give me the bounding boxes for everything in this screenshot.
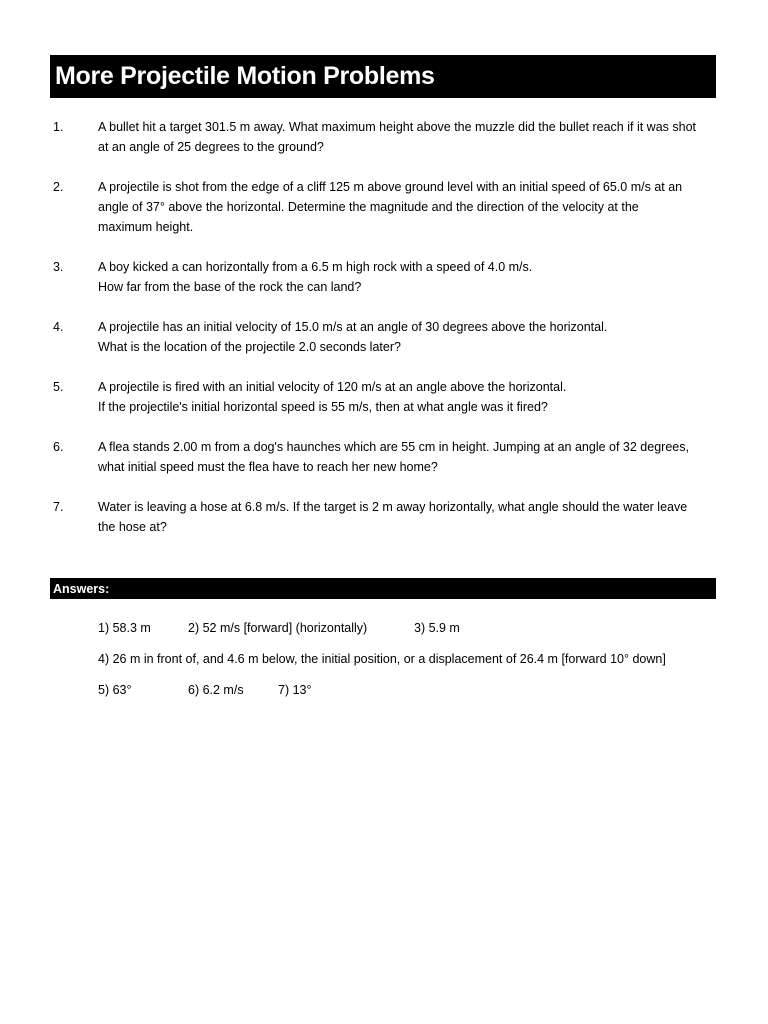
problem-line: A bullet hit a target 301.5 m away. What maximum height above the muzzle did the bullet reach if it was shot	[98, 120, 696, 134]
problem-number: 1.	[53, 120, 64, 134]
problem-number: 5.	[53, 380, 64, 394]
problem-item	[0, 437, 768, 477]
problem-line: What is the location of the projectile 2.0 seconds later?	[98, 340, 401, 354]
problem-line: A flea stands 2.00 m from a dog's haunches which are 55 cm in height. Jumping at an angle of 32 degrees,	[98, 440, 689, 454]
problem-number: 7.	[53, 500, 64, 514]
answer-5: 5) 63°	[98, 683, 132, 697]
problem-text	[98, 377, 718, 417]
problem-item	[0, 257, 768, 297]
answer-7: 7) 13°	[278, 683, 312, 697]
answers-banner	[50, 578, 716, 599]
problem-line: angle of 37° above the horizontal. Determine the magnitude and the direction of the velocity at the	[98, 200, 639, 214]
problem-number: 3.	[53, 260, 64, 274]
problem-item	[0, 317, 768, 357]
answer-2: 2) 52 m/s [forward] (horizontally)	[188, 621, 368, 635]
problem-line: maximum height.	[98, 220, 194, 234]
title-banner	[50, 55, 716, 98]
answer-1: 1) 58.3 m	[98, 621, 151, 635]
answers-row-2	[98, 649, 666, 669]
answer-3: 3) 5.9 m	[414, 621, 460, 635]
problem-line: A projectile is fired with an initial velocity of 120 m/s at an angle above the horizontal.	[98, 380, 567, 394]
problem-line: A projectile has an initial velocity of 15.0 m/s at an angle of 30 degrees above the horizontal.	[98, 320, 608, 334]
problem-text	[98, 497, 718, 537]
problem-item	[0, 497, 768, 537]
problem-line: at an angle of 25 degrees to the ground?	[98, 140, 324, 154]
answer-4: 4) 26 m in front of, and 4.6 m below, the initial position, or a displacement of 26.4 m [forward 10° down]	[98, 652, 666, 666]
problem-number: 2.	[53, 180, 64, 194]
problem-line: the hose at?	[98, 520, 167, 534]
problem-text	[98, 437, 718, 477]
problem-list	[0, 117, 768, 557]
answers-row-1	[98, 618, 460, 638]
problem-text	[98, 177, 718, 237]
problem-line: A projectile is shot from the edge of a cliff 125 m above ground level with an initial speed of 65.0 m/s at an	[98, 180, 683, 194]
problem-item	[0, 377, 768, 417]
answer-6: 6) 6.2 m/s	[188, 683, 244, 697]
problem-text	[98, 257, 718, 297]
problem-text	[98, 317, 718, 357]
page-title: More Projectile Motion Problems	[55, 62, 435, 90]
problem-item	[0, 177, 768, 237]
problem-number: 4.	[53, 320, 64, 334]
problem-line: Water is leaving a hose at 6.8 m/s. If the target is 2 m away horizontally, what angle should the water leave	[98, 500, 688, 514]
problem-item	[0, 117, 768, 157]
problem-number: 6.	[53, 440, 64, 454]
problem-line: If the projectile's initial horizontal speed is 55 m/s, then at what angle was it fired?	[98, 400, 548, 414]
problem-text	[98, 117, 718, 157]
answers-heading: Answers:	[53, 581, 110, 596]
problem-line: what initial speed must the flea have to reach her new home?	[98, 460, 438, 474]
problem-line: A boy kicked a can horizontally from a 6.5 m high rock with a speed of 4.0 m/s.	[98, 260, 533, 274]
answers-row-3	[98, 680, 312, 700]
problem-line: How far from the base of the rock the can land?	[98, 280, 362, 294]
